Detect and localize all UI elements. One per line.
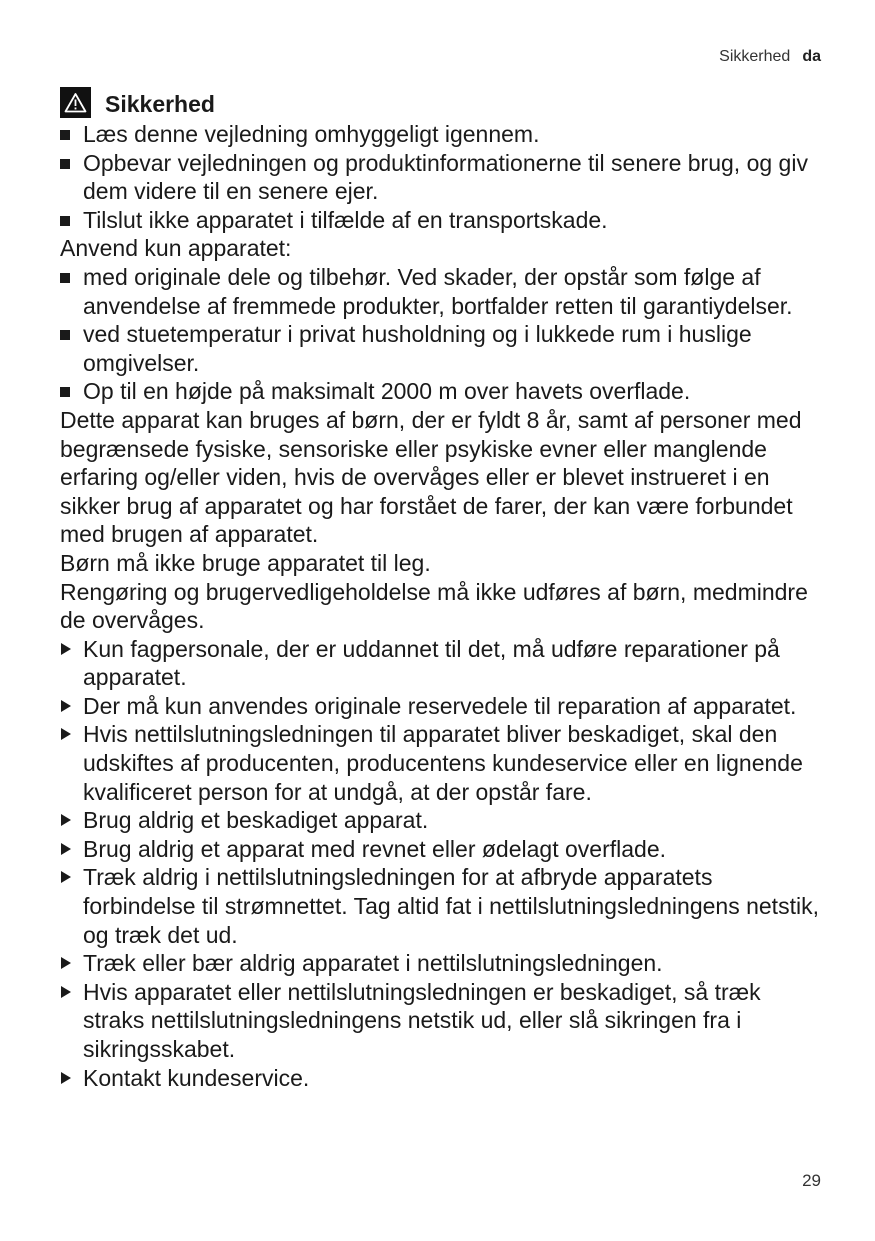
instruction-item [60,1064,825,1093]
instruction-item [60,949,825,978]
instruction-text: Der må kun anvendes originale reservedele til reparation af apparatet. [83,692,797,719]
intro-use-text: Anvend kun apparatet: [60,235,292,262]
arrow-bullet-icon [61,728,71,740]
arrow-bullet-icon [61,814,71,826]
instruction-text: Kontakt kundeservice. [83,1064,310,1091]
square-bullet-icon [60,130,70,140]
arrow-bullet-icon [61,843,71,855]
list-item [60,377,825,406]
arrow-bullet-icon [61,700,71,712]
list-item [60,206,825,235]
list-item-text: Tilslut ikke apparatet i tilfælde af en transportskade. [83,206,608,233]
square-bullet-icon [60,273,70,283]
running-header-section: Sikkerhed [719,48,791,65]
instruction-item [60,806,825,835]
instruction-text: Brug aldrig et apparat med revnet eller ødelagt overflade. [83,835,666,862]
list-item-text: med originale dele og tilbehør. Ved skader, der opstår som følge af anvendelse af fremmede produkter, bortfalder retten til garantiydelser. [83,263,793,319]
square-bullet-icon [60,159,70,169]
page-content [60,84,825,1092]
list-item [60,120,825,149]
safety-list-usage [60,263,825,406]
instruction-text: Træk aldrig i nettilslutningsledningen for at afbryde apparatets forbindelse til strømnettet. Tag altid fat i nettilslutningsledningens netstik, og træk det ud. [83,864,819,948]
instruction-text: Træk eller bær aldrig apparatet i nettilslutningsledningen. [83,950,663,977]
arrow-bullet-icon [61,871,71,883]
cleaning-paragraph: Rengøring og brugervedligeholdelse må ikke udføres af børn, medmindre de overvåges. [60,578,808,634]
instruction-item [60,635,825,692]
arrow-bullet-icon [61,986,71,998]
list-item-text: ved stuetemperatur i privat husholdning og i lukkede rum i huslige omgivelser. [83,321,752,376]
warning-triangle-icon [60,87,91,118]
arrow-bullet-icon [61,957,71,969]
safety-list-general [60,120,825,234]
square-bullet-icon [60,330,70,340]
instruction-text: Hvis apparatet eller nettilslutningsledningen er beskadiget, så træk straks nettilslutningsledningens netstik ud, eller slå sikringen fra i sikringsskabet. [83,978,761,1062]
list-item [60,263,825,320]
section-title: Sikkerhed [105,90,215,117]
instruction-item [60,720,825,806]
instruction-text: Hvis nettilslutningsledningen til apparatet bliver beskadiget, skal den udskiftes af producenten, producentens kundeservice eller en lignende kvalificeret person for at undgå, at der opstår fare. [83,721,803,805]
instruction-item [60,978,825,1064]
arrow-bullet-icon [61,1072,71,1084]
children-play-paragraph: Børn må ikke bruge apparatet til leg. [60,549,431,576]
square-bullet-icon [60,216,70,226]
instruction-item [60,835,825,864]
running-header [719,48,821,66]
running-header-language: da [802,48,821,65]
list-item [60,320,825,377]
square-bullet-icon [60,387,70,397]
children-paragraph: Dette apparat kan bruges af børn, der er fyldt 8 år, samt af personer med begrænsede fysiske, sensoriske eller psykiske evner eller manglende erfaring og/eller viden, hvis de overvåges eller er blevet instrueret i en sikker brug af apparatet og har forstået de farer, der kan være forbundet med brugen af apparatet. [60,406,802,548]
page-number: 29 [802,1171,821,1190]
instruction-item [60,863,825,949]
instruction-item [60,692,825,721]
instruction-list [60,635,825,1093]
list-item-text: Læs denne vejledning omhyggeligt igennem. [83,121,540,147]
instruction-text: Kun fagpersonale, der er uddannet til det, må udføre reparationer på apparatet. [83,635,780,691]
list-item [60,149,825,206]
list-item-text: Opbevar vejledningen og produktinformationerne til senere brug, og giv dem videre til en senere ejer. [83,149,808,205]
list-item-text: Op til en højde på maksimalt 2000 m over havets overflade. [83,378,691,405]
instruction-text: Brug aldrig et beskadiget apparat. [83,807,429,834]
arrow-bullet-icon [61,643,71,655]
section-heading [60,84,825,120]
